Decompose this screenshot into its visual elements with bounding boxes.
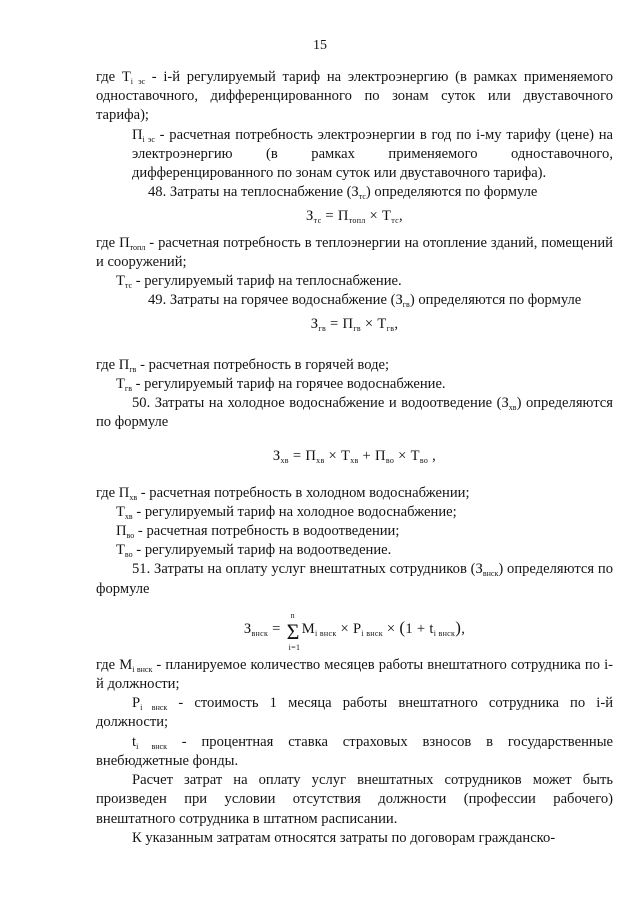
text-fragment: где M xyxy=(96,656,133,673)
formula-symbol: × Т xyxy=(365,208,392,225)
subscript: хв xyxy=(129,492,138,502)
paragraph-calculation-condition: Расчет затрат на оплату услуг внештатных сотрудников может быть произведен при условии отсутствия должности (профессии рабочего) внештатного сотрудника в штатном расписании. xyxy=(96,772,613,827)
subscript: хв xyxy=(508,403,517,413)
document-body xyxy=(96,68,613,848)
text-fragment: где П xyxy=(96,356,130,373)
formula-symbol: × P xyxy=(336,620,362,637)
sum-lower-limit: i=1 xyxy=(288,642,301,652)
sigma-sign xyxy=(286,610,301,652)
text-fragment: - i-й регулируемый тариф на электроэнергию (в рамках применяемого одноставочного, дифференцированного по зонам суток или двуставочного тарифа); xyxy=(96,69,613,124)
paragraph-51-freelance xyxy=(96,560,613,598)
text-fragment: - расчетная потребность в холодном водоснабжении; xyxy=(137,484,470,501)
paragraph-cold-water-need xyxy=(96,484,613,503)
text-fragment: - расчетная потребность в водоотведении; xyxy=(134,523,400,540)
subscript: i эс xyxy=(142,134,155,144)
subscript: i внск xyxy=(361,628,383,638)
formula-symbol: З xyxy=(310,316,319,333)
formula-symbol: З xyxy=(243,620,252,637)
subscript: топл xyxy=(129,242,146,252)
text-fragment: 48. Затраты на теплоснабжение (З xyxy=(148,184,359,201)
subscript: во xyxy=(124,550,133,560)
page-number: 15 xyxy=(313,38,327,53)
subscript: тс xyxy=(313,216,322,226)
subscript: i внск xyxy=(140,703,168,713)
text-fragment: - регулируемый тариф на горячее водоснабжение. xyxy=(131,375,446,392)
text-fragment: - расчетная потребность электроэнергии в год по i-му тарифу (цене) на электроэнергию (в рамках применяемого одноставочного, дифференцированного по зонам суток или двуставочного тарифа). xyxy=(132,126,613,182)
text-fragment: П xyxy=(116,523,127,540)
formula-symbol: × Т xyxy=(394,448,420,465)
formula-symbol: З xyxy=(272,448,281,465)
subscript: гв xyxy=(386,324,395,334)
subscript: тс xyxy=(391,216,399,226)
text-fragment: 50. Затраты на холодное водоснабжение и водоотведение (З xyxy=(132,395,509,412)
subscript: гв xyxy=(353,324,361,334)
subscript: i эс xyxy=(130,77,146,86)
paragraph-tariff-electricity xyxy=(96,68,613,126)
paragraph-heat-need xyxy=(96,234,613,272)
paragraph-50-cold-water xyxy=(96,394,613,432)
paragraph-drainage-need xyxy=(96,522,613,541)
subscript: тс xyxy=(358,192,366,202)
sigma-symbol: Σ xyxy=(286,618,300,644)
formula-51 xyxy=(96,610,613,652)
subscript: i внск xyxy=(433,628,456,638)
paragraph-month-cost xyxy=(96,694,613,732)
subscript: хв xyxy=(350,456,359,466)
text-fragment: - планируемое количество месяцев работы внештатного сотрудника по i-й должности; xyxy=(96,656,613,693)
paragraph-heat-tariff xyxy=(96,272,613,291)
paragraph-drainage-tariff xyxy=(96,541,613,560)
subscript: во xyxy=(385,456,395,466)
text-fragment: Т xyxy=(116,375,125,392)
subscript: хв xyxy=(124,511,133,521)
text-fragment: 49. Затраты на горячее водоснабжение (З xyxy=(148,292,403,309)
text-fragment: Т xyxy=(116,273,125,290)
formula-symbol: = П xyxy=(288,448,317,465)
paragraph-contracts: К указанным затратам относятся затраты по договорам гражданско- xyxy=(132,829,556,846)
formula-symbol: , xyxy=(461,620,466,637)
paragraph-months-count xyxy=(96,656,613,694)
formula-symbol: = xyxy=(268,620,285,637)
subscript: во xyxy=(126,531,135,541)
text-fragment: П xyxy=(132,126,143,143)
paragraph-hot-water-need xyxy=(96,356,613,375)
paragraph-hot-water-tariff xyxy=(96,375,613,394)
text-fragment: - стоимость 1 месяца работы внештатного сотрудника по i-й должности; xyxy=(96,695,613,731)
spacer xyxy=(96,432,613,442)
text-fragment: где T xyxy=(96,69,131,85)
text-fragment: - регулируемый тариф на теплоснабжение. xyxy=(132,273,402,290)
subscript: во xyxy=(419,456,429,466)
spacer xyxy=(96,474,613,484)
formula-symbol: З xyxy=(306,208,314,225)
formula-symbol: M xyxy=(301,620,315,637)
text-fragment: - регулируемый тариф на холодное водоснабжение; xyxy=(132,503,457,520)
subscript: внск xyxy=(251,628,269,638)
subscript: гв xyxy=(318,324,327,334)
spacer xyxy=(96,599,613,613)
text-fragment: P xyxy=(132,695,141,712)
subscript: хв xyxy=(280,456,289,466)
text-fragment: где П xyxy=(96,484,130,501)
subscript: i внск xyxy=(132,664,153,674)
formula-symbol: × Т xyxy=(324,448,351,465)
formula-symbol: ) xyxy=(455,617,462,637)
spacer xyxy=(96,342,613,356)
text-fragment: - регулируемый тариф на водоотведение. xyxy=(132,542,392,559)
formula-symbol: = П xyxy=(326,316,354,333)
formula-symbol: = П xyxy=(321,208,349,225)
formula-symbol: , xyxy=(428,448,437,465)
subscript: тс xyxy=(124,281,133,291)
subscript: гв xyxy=(402,300,410,310)
subscript: хв xyxy=(316,456,325,466)
paragraph-49-hot-water xyxy=(96,291,613,310)
formula-symbol: + П xyxy=(358,448,386,465)
text-fragment: - расчетная потребность в горячей воде; xyxy=(136,356,390,373)
paragraph-cold-water-tariff xyxy=(96,503,613,522)
text-fragment: ) определяются по формуле xyxy=(409,292,582,309)
subscript: гв xyxy=(124,383,132,393)
subscript: внск xyxy=(482,569,499,579)
text-fragment: ) определяются по формуле xyxy=(96,561,613,597)
text-fragment: ) определяются по формуле xyxy=(96,395,613,431)
text-fragment: Т xyxy=(116,542,125,559)
formula-symbol: ( xyxy=(399,617,406,637)
paragraph-48-heating xyxy=(96,183,613,202)
text-fragment: где П xyxy=(96,234,130,251)
sum-upper-limit: n xyxy=(290,610,295,620)
text-fragment: Т xyxy=(116,503,125,520)
formula-symbol: , xyxy=(394,316,399,333)
formula-symbol: 1 + t xyxy=(405,620,434,637)
formula-48 xyxy=(96,207,613,226)
text-fragment: t xyxy=(132,733,137,750)
formula-symbol: × Т xyxy=(360,316,387,333)
formula-50 xyxy=(96,447,613,466)
paragraph-electricity-need xyxy=(96,126,613,184)
subscript: i внск xyxy=(315,628,337,638)
subscript: топл xyxy=(348,216,366,226)
formula-symbol: × xyxy=(382,620,400,637)
text-fragment: ) определяются по формуле xyxy=(365,184,538,201)
formula-49 xyxy=(96,315,613,334)
text-fragment: - расчетная потребность в теплоэнергии на отопление зданий, помещений и сооружений; xyxy=(96,234,613,270)
text-fragment: - процентная ставка страховых взносов в государственные внебюджетные фонды. xyxy=(96,733,613,769)
formula-symbol: , xyxy=(398,208,403,225)
subscript: i внск xyxy=(136,741,167,751)
subscript: гв xyxy=(129,364,137,374)
text-fragment: 51. Затраты на оплату услуг внештатных сотрудников (З xyxy=(132,561,483,578)
paragraph-insurance-rate xyxy=(96,733,613,771)
